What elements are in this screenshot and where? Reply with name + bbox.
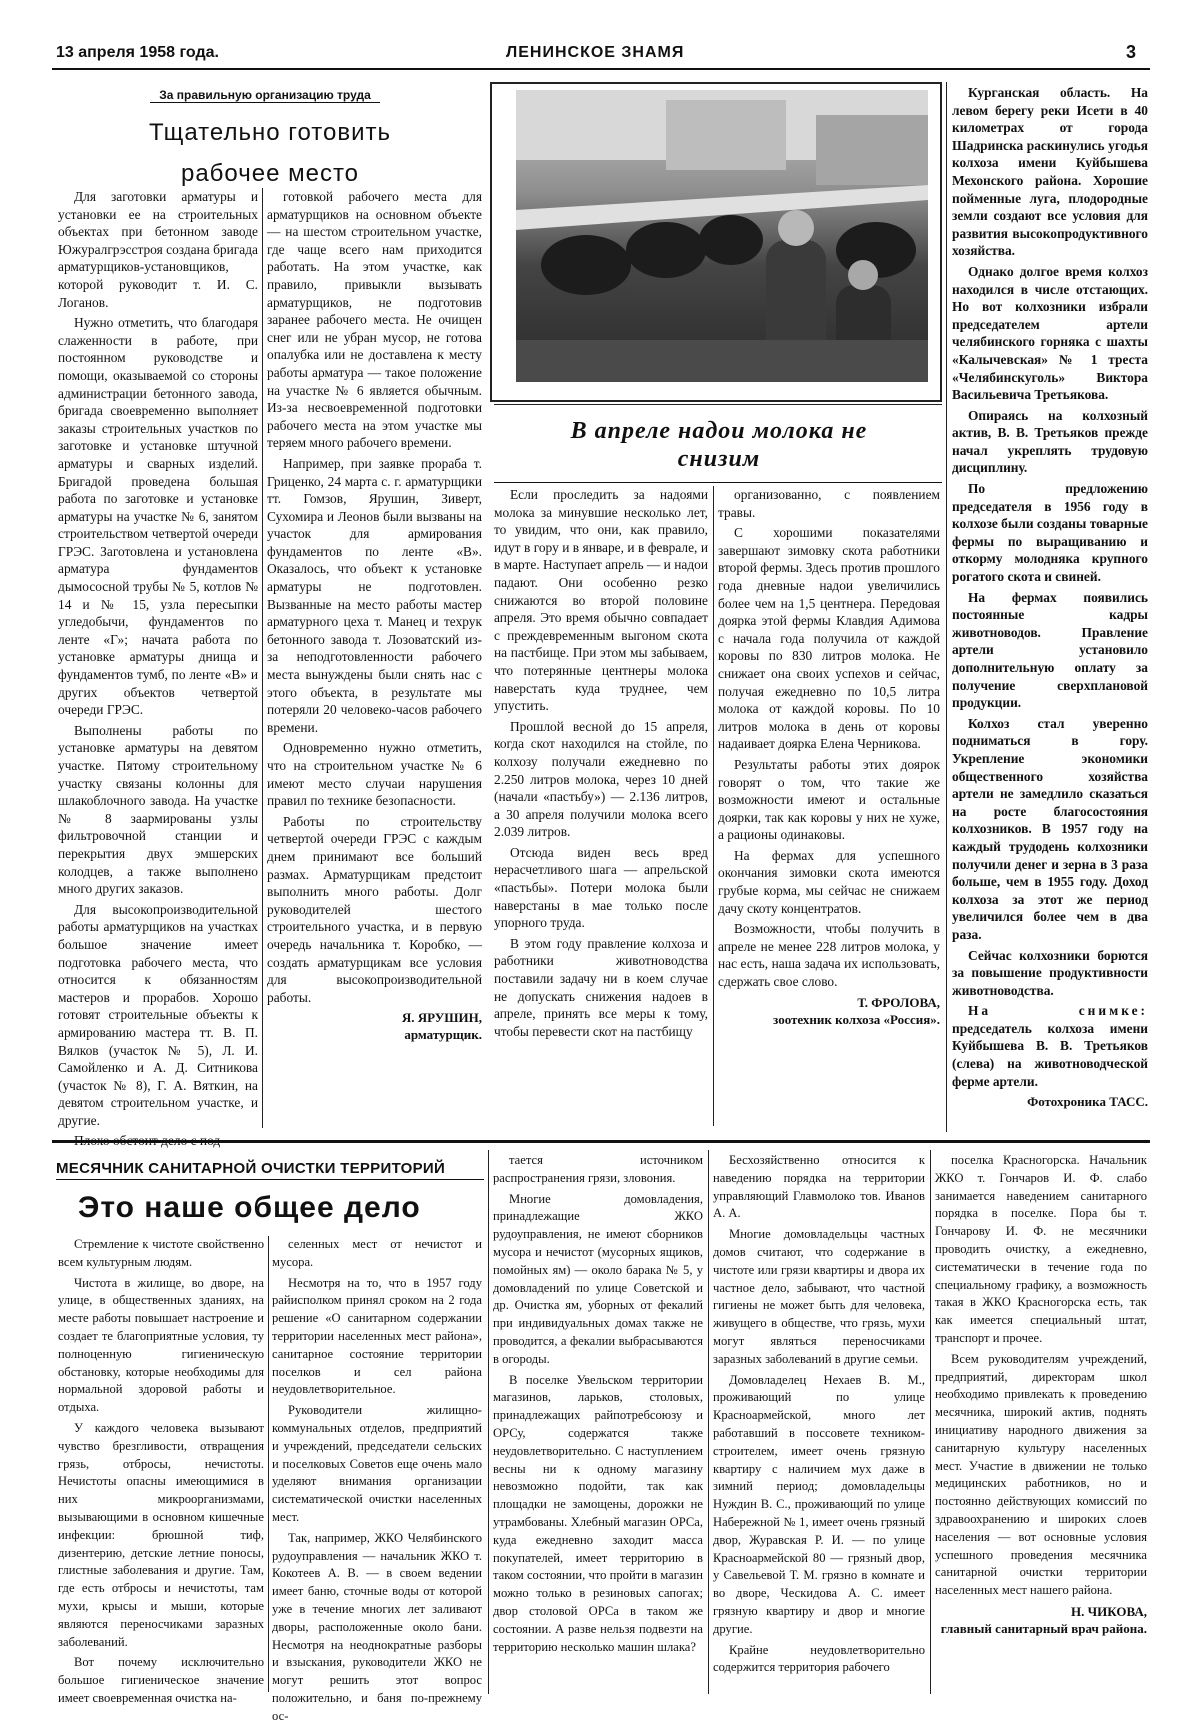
article2-signature-name: Т. ФРОЛОВА, [857, 994, 940, 1010]
article3-col1-p4: Вот почему исключительно большое гигиеническое значение имеет своевременная очистка на- [58, 1655, 264, 1705]
caption-p2: Однако долгое время колхоз находился в числе отстающих. Но вот колхозники избрали председателем артели челябинского горняка с шахты «Калычевская» № 1 треста «Челябинскуголь» Виктора Васильевича Третьякова. [952, 263, 1148, 403]
caption-on-photo-text: председатель колхоза имени Куйбышева В. В. Третьяков (слева) на животноводческой ферме артели. [952, 1020, 1148, 1089]
photo-illustration [516, 90, 928, 382]
caption-p7: Сейчас колхозники борются за повышение продуктивности животноводства. [952, 947, 1148, 998]
article3-signature-name: Н. ЧИКОВА, [1071, 1603, 1147, 1619]
caption-p1: Курганская область. На левом берегу реки Исети в 40 километрах от города Шадринска раскинулись угодья колхоза имени Куйбышева Мехонского района. Хорошие пойменные луга, плодородные земли создают все условия для развития высокопродуктивного хозяйства. [952, 85, 1148, 259]
masthead-rule [52, 68, 1150, 70]
article1-rubric-text: За правильную организацию труда [159, 88, 371, 102]
article1-signature-role: арматурщик. [404, 1027, 482, 1043]
article1-col2-p3: Одновременно нужно отметить, что на строительном участке № 6 имеют место случаи нарушения правил по технике безопасности. [267, 740, 482, 809]
caption-on-photo-label: На снимке: [968, 1003, 1148, 1019]
article1-col2-p4: Работы по строительству четвертой очереди ГРЭС с каждым днем принимают все больший размах. Арматурщикам предстоит выполнить много работы. Долг руководителей шестого строительного участка, и в первую очередь начальника т. Коробко, — создать арматурщикам все условия для высокопроизводительной работы. [267, 813, 482, 1005]
caption-left-border [946, 82, 947, 1132]
photo-credit: Фотохроника ТАСС. [1027, 1094, 1148, 1110]
article3-divider-3 [708, 1150, 709, 1694]
article3-col5 [935, 1152, 1147, 1700]
article3-col1-p2: Чистота в жилище, во дворе, на улице, в общественных зданиях, на месте работы повышает настроение и создает те благоприятные условия, ту полноценную гигиеническую обстановку, которые необходимы для нормальной здоровой работы и отдыха. [58, 1275, 264, 1415]
masthead [56, 40, 1146, 70]
newspaper-title: ЛЕНИНСКОЕ ЗНАМЯ [506, 44, 685, 61]
article1-col1-p1: Для заготовки арматуры и установки ее на строительных объектах при бетонном заводе Южуралгрэсстроя создана бригада арматурщиков-установщиков, которой руководит т. И. С. Логанов. [58, 189, 258, 310]
article1-col2-p2: Например, при заявке прораба т. Гриценко, 24 марта с. г. арматурщики тт. Гомзов, Ярушин, Зиверт, Сухомира и Леонов были вызваны на участок для армирования фундаментов по ленте «В». Оказалось, что объект к установке арматуры не подготовлен. Вызванные на место работы мастер арматурного цеха т. Манец и техрук бетонного завода т. Лозоватский из-за неподготовленности рабочего места вынуждены были снять нас с этого объекта, в результате мы потеряли 20 человеко-часов рабочего времени. [267, 455, 482, 735]
article3-col5-p2: Всем руководителям учреждений, предприятий, директорам школ необходимо привлекать к проведению месячника, широкий актив, поднять инициативу народного движения за санитарную культуру населенных мест. Участие в движении не только медицинских работников, но и постоянно действующих комиссий по здравоохранению и широких слоев населения — вот основные условия успешного проведения месячника санитарной очистки территории населенных мест нашего района. [935, 1351, 1147, 1598]
article3-col2-p1: селенных мест от нечистот и мусора. [272, 1237, 482, 1269]
article2-signature-role: зоотехник колхоза «Россия». [773, 1011, 940, 1027]
farm-photo [516, 90, 928, 382]
article3-col4-p2: Многие домовладельцы частных домов считают, что содержание в чистоте или грязи квартиры и двора их частное дело, забывают, что частной гигиены не может быть для человека, живущего в обществе, что грязь, мухи могут являться переносчиками заразных заболеваний в другие семьи. [713, 1227, 925, 1366]
article2-col2-p5: Возможности, чтобы получить в апреле не менее 228 литров молока, у нас есть, наша задача их использовать, сдержать свое слово. [718, 921, 940, 990]
article1-col1 [58, 188, 258, 1133]
article1-col1-p4: Для высокопроизводительной работы арматурщиков на участках большое значение имеет подготовка рабочего места, что относится к обязанностям мастеров и прорабов. Хорошо готовят строительные объекты к армированию мастера тт. В. П. Вялков (участок № 5), Л. И. Самойленко и А. Д. Ситникова (участок № 8), Г. А. Вяткин, на девятом строительном участке, и другие. [58, 901, 258, 1128]
article3-col2-p2: Несмотря на то, что в 1957 году райисполком принял сроком на 2 года решение «О санитарном содержании территории населенных мест района», санитарное состояние территории поселков и сел района неудовлетворительное. [272, 1275, 482, 1397]
article2-col2 [718, 486, 940, 1131]
article1-col1-p2: Нужно отметить, что благодаря слаженности в работе, при постоянном руководстве и помощи, оказываемой со стороны администрации бетонного завода, бригада своевременно выполняет заказы строительных участков по заготовке и установке штучной арматуры и сварных изделий. Бригадой проведена большая работа по заготовке и установке арматуры на участке № 6, занятом строительством четвертой очереди ГРЭС. Заготовлена и установлена арматура фундаментов дымососной трубы № 5, котлов № 14 и № 15, узла пересыпки угледобычи, фундаментов по ленте «Г»; начата работа по установке арматуры днища и фундаментов тумб, по ленте «В» и других объектов четвертой очереди ГРЭС. [58, 315, 258, 718]
article3-col1-p1: Стремление к чистоте свойственно всем культурным людям. [58, 1237, 264, 1269]
article1-divider [262, 188, 263, 1128]
article3-rubric-text: МЕСЯЧНИК САНИТАРНОЙ ОЧИСТКИ ТЕРРИТОРИЙ [56, 1160, 446, 1177]
article1-col2-p1: готовкой рабочего места для арматурщиков на основном объекте — на шестом строительном участке, где чаще всего нам приходится работать. На этом участке, как правило, привыкли вызывать арматурщиков, не подготовив заранее рабочего места. Не очищен снег или не убран мусор, не готова опалубка или не доставлена к месту работы арматура — такое положение на участке № 6 является обычным. Из-за несвоевременной подготовки рабочего места на этом участке мы теряем много рабочего времени. [267, 189, 482, 451]
article1-col1-p3: Выполнены работы по установке арматуры на девятом участке. Пятому строительному участку связаны колонны для шлакоблочного завода. На участке № 8 заармированы узлы фильтровочной станции и перекрытия двух эмшерских колодцев, а также выполнено много других заказов. [58, 722, 258, 897]
article2-col1-p3: Отсюда виден весь вред нерасчетливого шага — апрельской «пастьбы». Потери молока были наверстаны в мае только после упорного труда. [494, 844, 708, 931]
article3-divider-4 [930, 1150, 931, 1694]
article3-col3-p1: тается источником распространения грязи, зловония. [493, 1153, 703, 1185]
article3-col3-p3: В поселке Увельском территории магазинов, ларьков, столовых, принадлежащих райпотребсоюзу и ОРСу, содержатся также неудовлетворительно. С наступлением весны ни к одному магазину невозможно подойти, так как площадки не замощены, дорожки не утрамбованы. Хлебный магазин ОРСа, куда ежедневно заходит масса покупателей, имеет территорию в таком состоянии, что пройти в магазин можно только в резиновых сапогах; двор столовой ОРСа в таком же состоянии. А разве нельзя подвезти на территорию несколько машин шлака? [493, 1372, 703, 1654]
caption-p6: Колхоз стал уверенно подниматься в гору. Укрепление экономики общественного хозяйства артели не замедлило сказаться на росте благосостояния колхозников. В 1957 году на каждый трудодень колхозники получили денег и зерна в 3 раза больше, чем в 1955 году. Доход колхоза за этот же период увеличился более чем в два раза. [952, 715, 1148, 942]
article3-col3 [493, 1152, 703, 1696]
caption-p3: Опираясь на колхозный актив, В. В. Третьяков прежде начал укреплять трудовую дисциплину. [952, 407, 1148, 476]
article2-col2-p3: Результаты работы этих доярок говорят о том, что такие же возможности имеют и остальные доярки, так как коровы у них не хуже, а рационы одинаковы. [718, 756, 940, 843]
article3-col4-p4: Крайне неудовлетворительно содержится территория рабочего [713, 1642, 925, 1675]
photo-caption-col [952, 84, 1148, 1124]
article3-col5-p1: поселка Красногорска. Начальник ЖКО т. Гончаров И. Ф. слабо занимается наведением санитарного порядка в поселке. Пора бы т. Гончарову И. Ф. не месячники проводить очистку, а ежедневно, систематически в течение года по специальному графику, а возможность такая в ЖКО Красногорска есть, так как имеется специальный штат, транспорт и прочее. [935, 1153, 1147, 1345]
article3-col2 [272, 1236, 482, 1723]
caption-p5: На фермах появились постоянные кадры животноводов. Правление артели установило дополнительную оплату за получение сверхплановой продукции. [952, 589, 1148, 711]
issue-date: 13 апреля 1958 года. [56, 44, 219, 61]
caption-on-photo [952, 1002, 1148, 1090]
article3-col3-p2: Многие домовладения, принадлежащие ЖКО рудоуправления, не имеют сборников мусора и нечистот (мусорных ящиков, помойных ям) — около барака № 5, у домовладений по улице Советской и др. Очистка ям, уборных от фекалий при индивидуальных домах также не проводится, а фекалии выбрасываются в огороды. [493, 1191, 703, 1366]
article3-col4-p1: Бесхозяйственно относится к наведению порядка на территории управляющий Главмолоко тов. Иванов А. А. [713, 1153, 925, 1221]
article3-col2-p3: Руководители жилищно-коммунальных отделов, предприятий и учреждений, председатели сельских и поселковых Советов еще очень мало уделяют внимания организации систематической очистки населенных мест. [272, 1403, 482, 1524]
article2-divider [713, 486, 714, 1126]
article2-col2-p4: На фермах для успешного окончания зимовки скота имеются грубые корма, мы сейчас не снижаем дачу скоту концентратов. [718, 847, 940, 916]
article2-col2-p2: С хорошими показателями завершают зимовку скота работники второй фермы. Здесь против прошлого года дневные надои увеличились более чем на 1,5 центнера. Передовая доярка этой фермы Клавдия Адимова с начала года получила от каждой коровы по 830 литров молока. Не снижает она своих успехов и сейчас, получая ежедневно по 10,5 литра молока от каждой коровы. По 10 литров молока в день от коровы надаивает доярка Елена Черникова. [718, 525, 940, 752]
article1-col2 [267, 188, 482, 1133]
article3-col4-p3: Домовладелец Нехаев В. М., проживающий по улице Красноармейской, много лет работавший в поссовете техником-строителем, имеет очень грязную квартиру с наличием мух даже в зимний период; домовладельцы Нуждин В. С., проживающий по улице Набережной № 1, имеет очень грязный двор, Журавская Р. И. — по улице Красноармейской 80 — грязный двор, у Савельевой Т. М. грязно в комнате и во дворе, Ческидова А. С. имеет грязную квартиру и двор и многие другие. [713, 1372, 925, 1636]
article3-col1 [58, 1236, 264, 1705]
article3-col4 [713, 1152, 925, 1696]
article3-signature-role: главный санитарный врач района. [940, 1620, 1147, 1636]
article2-col1 [494, 486, 708, 1131]
article1-title: Тщательно готовить рабочее место [149, 119, 391, 187]
article3-col1-p3: У каждого человека вызывают чувство брезгливости, отвращения грязь, отбросы, нечистоты. Нечистоты опасны имеющимися в них микроорганизмами, вызывающими в основном кишечные инфекции: брюшной тиф, дизентерию, детские летние поносы, глистные заболевания и другие. Там, где есть отбросы и нечистоты, там мухи, крысы и мыши, которые являются переносчиками заразных заболеваний. [58, 1420, 264, 1649]
article3-divider-2 [488, 1150, 489, 1694]
article3-col2-p4: Так, например, ЖКО Челябинского рудоуправления — начальник ЖКО т. Кокотеев А. В. — в своем ведении имеет баню, сточные воды от которой уже в течение многих лет заливают дворы, расположенные около бани. Несмотря на неоднократные разборы и взыскания, руководители ЖКО не могут решить этот вопрос положительно, и баня по-прежнему ос- [272, 1530, 482, 1723]
article2-col1-p2: Прошлой весной до 15 апреля, когда скот находился на стойле, по колхозу получали ежедневно по 2.250 литров молока, через 10 дней (начали «пастьбу») — 2.136 литров, а 30 апреля получили молока всего 2.039 литров. [494, 718, 708, 840]
article3-rubric [56, 1160, 484, 1180]
article2-col1-p1: Если проследить за надоями молока за минувшие несколько лет, то увидим, что они, как правило, идут в гору и в январе, и в феврале, и в марте. Наступает апрель — и надои падают. Они особенно резко снижаются во второй половине апреля. Это время обычно совпадает с преждевременным выгоном скота на пастбище. При этом мы забываем, что потерянные центнеры молока наверстать куда труднее, чем упустить. [494, 487, 708, 714]
section-rule [52, 1140, 1150, 1143]
article1-rubric [150, 88, 380, 103]
page-number: 3 [1125, 42, 1136, 62]
article1-signature-name: Я. ЯРУШИН, [401, 1010, 482, 1026]
article2-title: В апреле надои молока не снизим [570, 418, 868, 472]
article2-title-box [494, 404, 942, 485]
article2-col2-p1: организованно, с появлением травы. [718, 487, 940, 520]
caption-p4: По предложению председателя в 1956 году в колхозе были созданы товарные фермы по выращиванию и откорму молодняка крупного рогатого скота и свиней. [952, 481, 1148, 585]
article3-divider-1 [268, 1236, 269, 1692]
article2-col1-p4: В этом году правление колхоза и работники животноводства поставили задачу ни в коем случае не допускать снижения надоев в апреле, принять все меры к тому, чтобы перевести скот на пастбищу [494, 935, 708, 1039]
article2-title-rule [494, 482, 942, 483]
article3-title: Это наше общее дело [78, 1191, 421, 1224]
